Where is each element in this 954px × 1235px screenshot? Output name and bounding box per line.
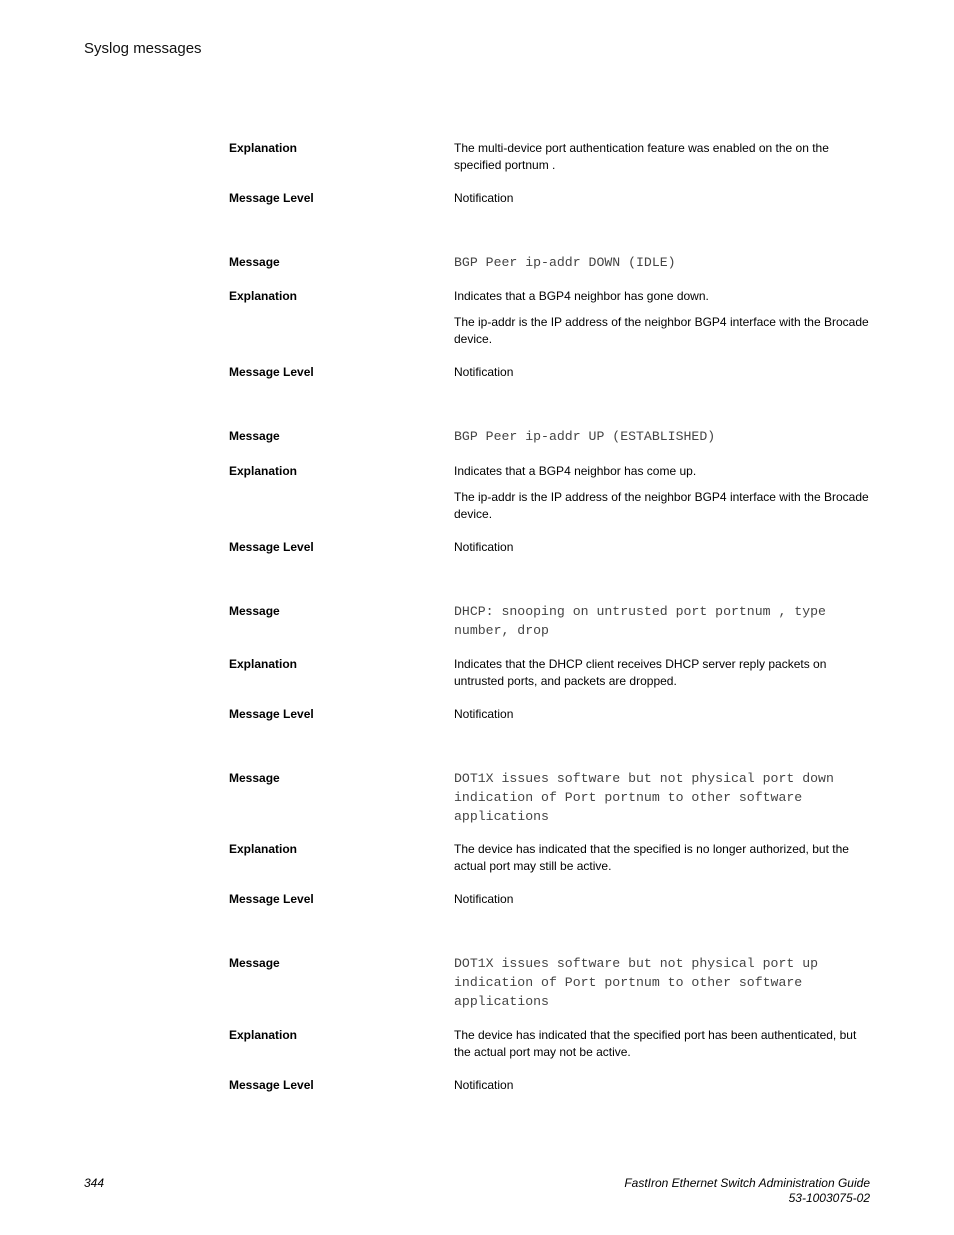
message-level-label: Message Level [229, 892, 314, 906]
message-label: Message [229, 429, 280, 443]
explanation-text [454, 463, 870, 523]
message-level-value: Notification [454, 191, 514, 205]
explanation-label: Explanation [229, 842, 298, 856]
message-level-value: Notification [454, 540, 514, 554]
explanation-label: Explanation [229, 464, 298, 478]
explanation-text [454, 140, 870, 174]
message-level-value: Notification [454, 365, 514, 379]
explanation-label: Explanation [229, 657, 298, 671]
explanation-label: Explanation [229, 289, 298, 303]
message-level-value: Notification [454, 892, 514, 906]
explanation-paragraph: Indicates that the DHCP client receives DHCP server reply packets on untrusted ports, and packets are dropped. [454, 657, 827, 688]
document-number: 53-1003075-02 [788, 1191, 870, 1205]
explanation-paragraph: Indicates that a BGP4 neighbor has come up. [454, 464, 697, 478]
message-label: Message [229, 255, 280, 269]
message-level-label: Message Level [229, 365, 314, 379]
message-text: DOT1X issues software but not physical port down indication of Port portnum to other software applications [454, 771, 842, 824]
explanation-paragraph: The ip-addr is the IP address of the neighbor BGP4 interface with the Brocade device. [454, 490, 869, 521]
message-level-value: Notification [454, 707, 514, 721]
explanation-paragraph: Indicates that a BGP4 neighbor has gone down. [454, 289, 709, 303]
explanation-text [454, 841, 870, 875]
message-label: Message [229, 956, 280, 970]
explanation-label: Explanation [229, 141, 298, 155]
explanation-text [454, 288, 870, 348]
message-level-value: Notification [454, 1078, 514, 1092]
message-level-label: Message Level [229, 191, 314, 205]
message-label: Message [229, 771, 280, 785]
message-level-label: Message Level [229, 1078, 314, 1092]
message-level-label: Message Level [229, 540, 314, 554]
explanation-text [454, 656, 870, 690]
message-label: Message [229, 604, 280, 618]
message-level-label: Message Level [229, 707, 314, 721]
explanation-paragraph: The device has indicated that the specified is no longer authorized, but the actual port may still be active. [454, 842, 849, 873]
explanation-label: Explanation [229, 1028, 298, 1042]
guide-title: FastIron Ethernet Switch Administration Guide [624, 1176, 870, 1190]
explanation-paragraph: The ip-addr is the IP address of the neighbor BGP4 interface with the Brocade device. [454, 315, 869, 346]
running-header: Syslog messages [84, 40, 202, 57]
page-number: 344 [84, 1176, 105, 1190]
message-text: DHCP: snooping on untrusted port portnum , type number, drop [454, 604, 834, 638]
explanation-paragraph: The device has indicated that the specified port has been authenticated, but the actual port may not be active. [454, 1028, 857, 1059]
explanation-text [454, 1027, 870, 1061]
explanation-paragraph: The multi-device port authentication feature was enabled on the on the specified portnum . [454, 141, 829, 172]
message-text: DOT1X issues software but not physical port up indication of Port portnum to other software applications [454, 956, 826, 1009]
message-text: BGP Peer ip-addr DOWN (IDLE) [454, 255, 676, 270]
message-text: BGP Peer ip-addr UP (ESTABLISHED) [454, 429, 716, 444]
running-footer [624, 1176, 870, 1206]
